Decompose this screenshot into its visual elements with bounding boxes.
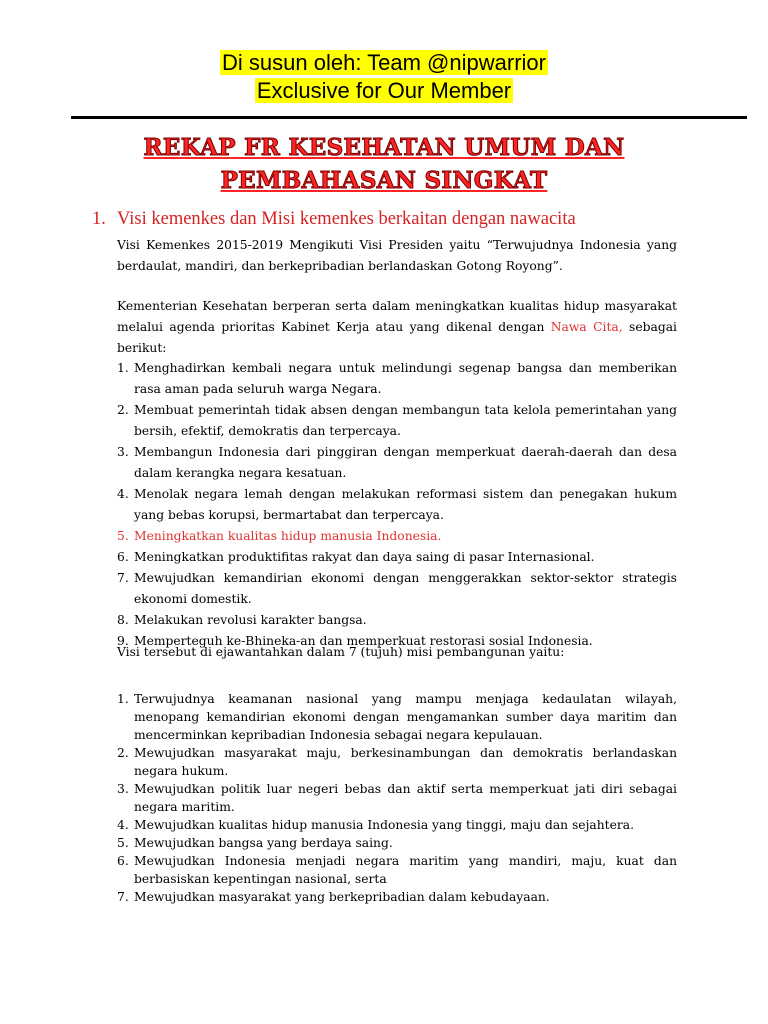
list-item-text: Mewujudkan kemandirian ekonomi dengan menggerakkan sektor-sektor strategis ekonomi domestik. (134, 571, 677, 606)
misi-item (117, 834, 677, 852)
list-number: 3. (117, 445, 129, 459)
intro-text-end: sebagai berikut: (117, 320, 677, 355)
list-item-text: Mewujudkan masyarakat maju, berkesinambungan dan demokratis berlandaskan negara hukum. (134, 746, 677, 778)
list-item-text: Melakukan revolusi karakter bangsa. (134, 613, 367, 627)
misi-item (117, 852, 677, 888)
list-item-text: Mewujudkan bangsa yang berdaya saing. (134, 836, 393, 850)
nawacita-item (117, 610, 677, 631)
list-item-text: Mewujudkan Indonesia menjadi negara maritim yang mandiri, maju, kuat dan berbasiskan kepentingan nasional, serta (134, 854, 677, 886)
list-item-text: Menolak negara lemah dengan melakukan reformasi sistem dan penegakan hukum yang bebas korupsi, bermartabat dan terpercaya. (134, 487, 677, 522)
list-item-text: Membangun Indonesia dari pinggiran dengan memperkuat daerah-daerah dan desa dalam kerangka negara kesatuan. (134, 445, 677, 480)
nawacita-item (117, 526, 677, 547)
list-number: 9. (117, 634, 129, 648)
document-title (0, 131, 768, 197)
list-number: 5. (117, 836, 129, 850)
visi-paragraph: Visi Kemenkes 2015-2019 Mengikuti Visi Presiden yaitu “Terwujudnya Indonesia yang berdaulat, mandiri, dan berkepribadian berlandaskan Gotong Royong”. (117, 238, 677, 273)
list-item-text: Mewujudkan kualitas hidup manusia Indonesia yang tinggi, maju dan sejahtera. (134, 818, 634, 832)
list-item-text: Terwujudnya keamanan nasional yang mampu menjaga kedaulatan wilayah, menopang kemandirian ekonomi dengan mengamankan sumber daya maritim dan mencerminkan kepribadian Indonesia sebagai negara kepulauan. (134, 692, 677, 742)
nawacita-item (117, 568, 677, 610)
title-line-2: PEMBAHASAN SINGKAT (220, 167, 548, 194)
list-item-text: Mewujudkan politik luar negeri bebas dan aktif serta memperkuat jati diri sebagai negara maritim. (134, 782, 677, 814)
list-number: 4. (117, 487, 129, 501)
nawa-cita-highlight: Nawa Cita, (550, 320, 623, 334)
misi-list (117, 690, 677, 906)
list-number: 2. (117, 403, 129, 417)
nawacita-item (117, 358, 677, 400)
list-number: 7. (117, 571, 129, 585)
list-number: 1. (117, 692, 129, 706)
list-item-text: Mewujudkan masyarakat yang berkepribadian dalam kebudayaan. (134, 890, 550, 904)
misi-intro-paragraph: Visi tersebut di ejawantahkan dalam 7 (tujuh) misi pembangunan yaitu: (117, 645, 565, 659)
misi-item (117, 888, 677, 906)
exclusive-line: Exclusive for Our Member (256, 78, 512, 103)
nawacita-item (117, 400, 677, 442)
list-number: 4. (117, 818, 129, 832)
title-line-1: REKAP FR KESEHATAN UMUM DAN (143, 134, 625, 161)
list-item-text: Memperteguh ke-Bhineka-an dan memperkuat restorasi sosial Indonesia. (134, 634, 593, 648)
intro-text: Kementerian Kesehatan berperan serta dalam meningkatkan kualitas hidup masyarakat melalui agenda prioritas Kabinet Kerja atau yang dikenal dengan (117, 299, 677, 334)
misi-item (117, 780, 677, 816)
author-header (0, 49, 768, 105)
section-heading (92, 207, 692, 231)
list-item-text: Meningkatkan kualitas hidup manusia Indonesia. (134, 529, 442, 543)
list-number: 7. (117, 890, 129, 904)
horizontal-divider (71, 116, 747, 119)
misi-item (117, 816, 677, 834)
nawacita-item (117, 547, 677, 568)
nawacita-list (117, 358, 677, 652)
list-number: 6. (117, 550, 129, 564)
list-number: 6. (117, 854, 129, 868)
section-number: 1. (92, 209, 106, 229)
section-heading-text: Visi kemenkes dan Misi kemenkes berkaitan dengan nawacita (117, 209, 576, 229)
nawacita-item (117, 484, 677, 526)
list-item-text: Membuat pemerintah tidak absen dengan membangun tata kelola pemerintahan yang bersih, efektif, demokratis dan terpercaya. (134, 403, 677, 438)
list-item-text: Meningkatkan produktifitas rakyat dan daya saing di pasar Internasional. (134, 550, 595, 564)
nawacita-item (117, 442, 677, 484)
list-item-text: Menghadirkan kembali negara untuk melindungi segenap bangsa dan memberikan rasa aman pada seluruh warga Negara. (134, 361, 677, 396)
author-line: Di susun oleh: Team @nipwarrior (222, 50, 546, 75)
list-number: 1. (117, 361, 129, 375)
intro-paragraph (117, 296, 677, 359)
list-number: 5. (117, 529, 129, 543)
list-number: 8. (117, 613, 129, 627)
list-number: 2. (117, 746, 129, 760)
misi-item (117, 744, 677, 780)
list-number: 3. (117, 782, 129, 796)
misi-item (117, 690, 677, 744)
